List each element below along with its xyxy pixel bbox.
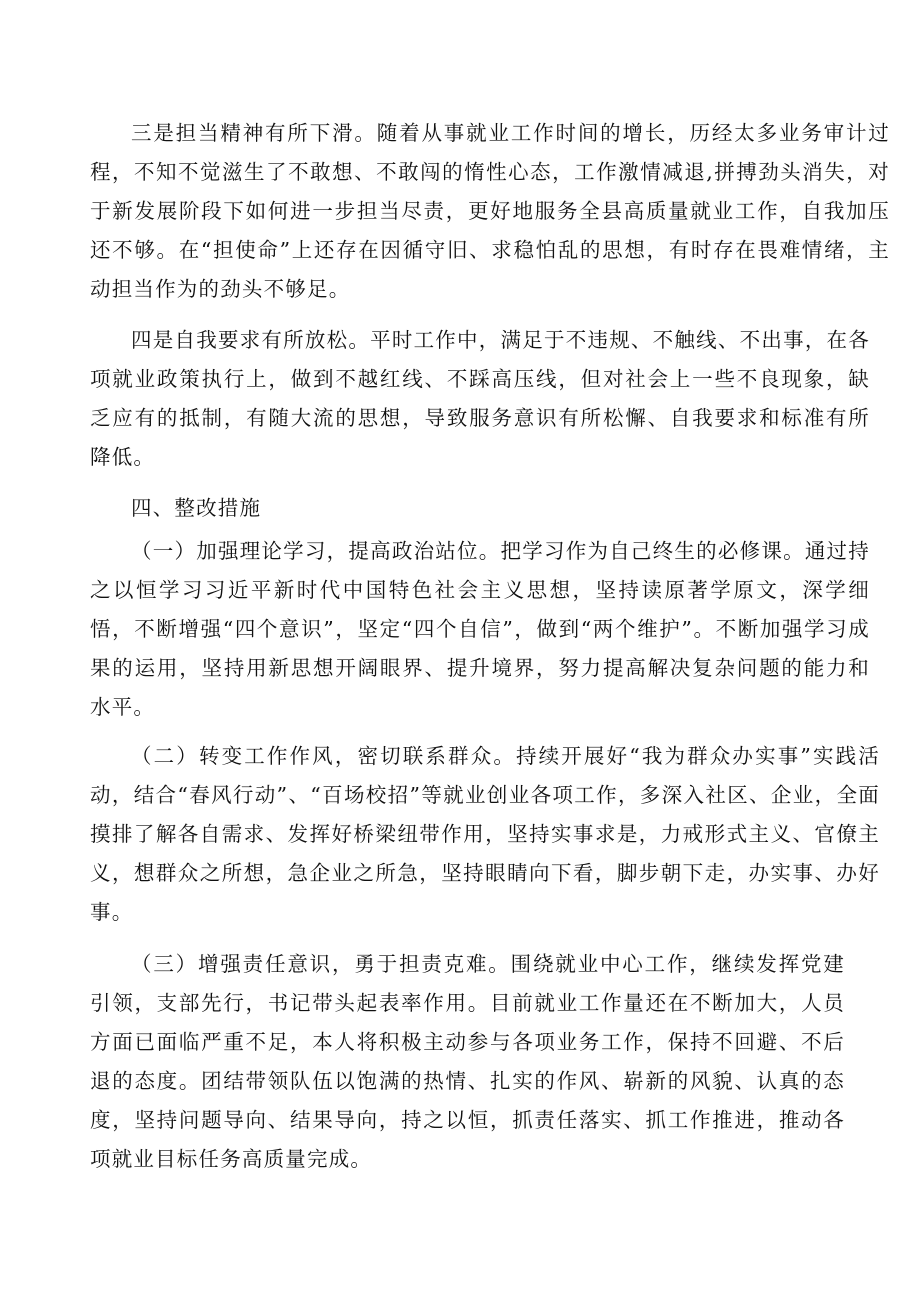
section-heading-rectification: 四、整改措施 xyxy=(131,496,262,520)
paragraph-measure-3: （三）增强责任意识，勇于担责克难。围绕就业中心工作，继续发挥党建引领，支部先行，书记带头起表率作用。目前就业工作量还在不断加大，人员方面已面临严重不足，本人将积极主动参与各项业务工作，保持不回避、不后退的态度。团结带领队伍以饱满的热情、扎实的作风、崭新的风貌、认真的态度，坚持问题导向、结果导向，持之以恒，抓责任落实、抓工作推进，推动各项就业目标任务高质量完成。 xyxy=(90,952,845,1171)
paragraph-measure-1: （一）加强理论学习，提高政治站位。把学习作为自己终生的必修课。通过持之以恒学习习近平新时代中国特色社会主义思想，坚持读原著学原文，深学细悟，不断增强“四个意识”，坚定“四个自信”，做到“两个维护”。不断加强学习成果的运用，坚持用新思想开阔眼界、提升境界，努力提高解决复杂问题的能力和水平。 xyxy=(90,539,870,719)
paragraph-measure-2: （二）转变工作作风，密切联系群众。持续开展好“我为群众办实事”实践活动，结合“春风行动”、“百场校招”等就业创业各项工作，多深入社区、企业，全面摸排了解各自需求、发挥好桥梁纽带作用，坚持实事求是，力戒形式主义、官僚主义，想群众之所想，急企业之所急，坚持眼睛向下看，脚步朝下走，办实事、办好事。 xyxy=(90,744,880,924)
paragraph-self-requirement: 四是自我要求有所放松。平时工作中，满足于不违规、不触线、不出事，在各项就业政策执行上，做到不越红线、不踩高压线，但对社会上一些不良现象，缺乏应有的抵制，有随大流的思想，导致服务意识有所松懈、自我要求和标准有所降低。 xyxy=(90,328,870,469)
paragraph-responsibility-decline: 三是担当精神有所下滑。随着从事就业工作时间的增长，历经太多业务审计过程，不知不觉滋生了不敢想、不敢闯的惰性心态，工作激情减退,拼搏劲头消失，对于新发展阶段下如何进一步担当尽责，更好地服务全县高质量就业工作，自我加压还不够。在“担使命”上还存在因循守旧、求稳怕乱的思想，有时存在畏难情绪，主动担当作为的劲头不够足。 xyxy=(90,121,890,301)
